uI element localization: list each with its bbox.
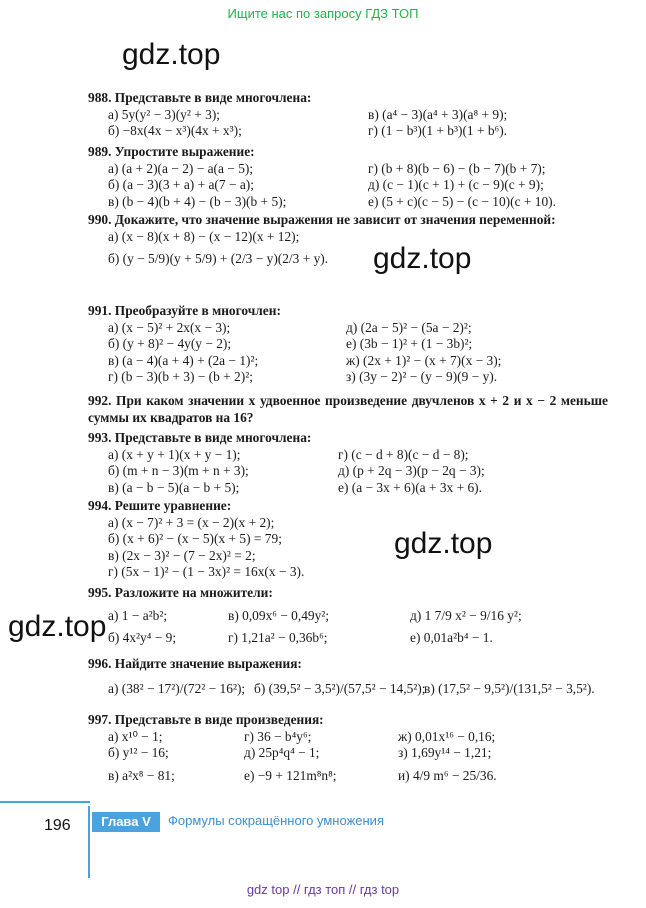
item: в) a²x⁸ − 81; [108,767,175,783]
footer-divider [0,801,90,803]
chapter-title: Формулы сокращённого умножения [168,813,384,828]
exercise-title: Упростите выражение: [114,144,255,159]
exercise-number: 988. [88,90,112,105]
exercise-992 [88,393,608,426]
exercise-title: Представьте в виде многочлена: [114,90,312,105]
exercise-993 [88,430,608,496]
item: г) (c − d + 8)(c − d − 8); [338,446,469,462]
exercise-title: Представьте в виде произведения: [114,712,324,727]
exercise-number: 994. [88,498,112,513]
item: в) 0,09x⁶ − 0,49y²; [228,607,330,623]
item: г) (5x − 1)² − (1 − 3x)² = 16x(x − 3). [108,564,305,579]
item: е) (a − 3x + 6)(a + 3x + 6). [338,479,482,495]
item: д) (p + 2q − 3)(p − 2q − 3); [338,463,485,478]
exercise-number: 990. [88,212,112,227]
exercise-title: Решите уравнение: [114,498,232,513]
item: д) 1 7/9 x² − 9/16 y²; [410,607,522,623]
item: г) (b − 3)(b + 3) − (b + 2)²; [108,369,253,384]
item: в) (b − 4)(b + 4) − (b − 3)(b + 5); [108,193,287,209]
item: д) (c − 1)(c + 1) + (c − 9)(c + 9); [368,177,544,192]
item: а) x¹⁰ − 1; [108,728,163,744]
chapter-label: Глава V [92,812,160,832]
item: б) (39,5² − 3,5²)/(57,5² − 14,5²); [254,680,426,696]
exercise-number: 989. [88,144,112,159]
watermark: gdz.top [8,610,107,643]
item: в) (a⁴ − 3)(a⁴ + 3)(a⁸ + 9); [368,106,508,122]
item: ж) (2x + 1)² − (x + 7)(x − 3); [346,352,502,368]
item: б) y¹² − 16; [108,745,169,760]
exercise-title: Преобразуйте в многочлен: [114,303,281,318]
item: а) (x − 8)(x + 8) − (x − 12)(x + 12); [108,228,300,244]
exercise-title: Докажите, что значение выражения не зависит от значения переменной: [114,212,556,227]
item: б) (m + n − 3)(m + n + 3); [108,463,249,478]
item: а) (x + y + 1)(x + y − 1); [108,446,241,462]
bottom-caption: gdz top // гдз топ // гдз top [246,882,400,897]
item: ж) 0,01x¹⁶ − 0,16; [398,728,496,744]
exercise-number: 997. [88,712,112,727]
exercise-title: При каком значении x удвоенное произведение двучленов x + 2 и x − 2 меньше суммы их квадратов на 16? [88,393,608,425]
page-number: 196 [44,817,71,834]
item: а) (38² − 17²)/(72² − 16²); [108,680,246,696]
exercise-number: 992. [88,393,112,408]
item: а) 5y(y² − 3)(y² + 3); [108,106,221,122]
item: з) 1,69y¹⁴ − 1,21; [398,745,492,760]
exercise-997 [88,712,608,790]
item: е) (5 + c)(c − 5) − (c − 10)(c + 10). [368,193,556,209]
exercise-994 [88,498,608,581]
exercise-990 [88,212,608,273]
item: г) 36 − b⁴y⁶; [244,728,312,744]
exercise-title: Разложите на множители: [114,585,273,600]
item: в) (17,5² − 9,5²)/(131,5² − 3,5²). [424,680,595,696]
item: г) (b + 8)(b − 6) − (b − 7)(b + 7); [368,160,546,176]
item: а) (x − 7)² + 3 = (x − 2)(x + 2); [108,514,275,530]
item: в) (2x − 3)² − (7 − 2x)² = 2; [108,547,256,563]
item: а) (x − 5)² + 2x(x − 3); [108,319,231,335]
exercise-996 [88,656,608,701]
item: е) 0,01a²b⁴ − 1. [410,629,493,645]
item: б) (x + 6)² − (x − 5)(x + 5) = 79; [108,531,282,546]
item: а) (a + 2)(a − 2) − a(a − 5); [108,160,254,176]
item: д) (2a − 5)² − (5a − 2)²; [346,319,472,335]
exercise-number: 993. [88,430,112,445]
top-banner: Ищите нас по запросу ГДЗ ТОП [227,6,419,21]
exercise-991 [88,303,608,386]
exercise-title: Представьте в виде многочлена: [114,430,312,445]
item: г) (1 − b³)(1 + b³)(1 + b⁶). [368,123,508,138]
item: и) 4/9 m⁶ − 25/36. [398,767,497,783]
exercise-title: Найдите значение выражения: [114,656,302,671]
item: з) (3y − 2)² − (y − 9)(9 − y). [346,369,498,384]
item: е) (3b − 1)² + (1 − 3b)²; [346,336,473,351]
item: в) (a − b − 5)(a − b + 5); [108,479,240,495]
exercise-988 [88,90,608,140]
exercise-number: 991. [88,303,112,318]
item: б) 4x²y⁴ − 9; [108,629,177,645]
exercise-number: 996. [88,656,112,671]
exercise-995 [88,585,608,646]
item: г) 1,21a² − 0,36b⁶; [228,629,328,645]
item: б) (a − 3)(3 + a) + a(7 − a); [108,177,254,192]
watermark: gdz.top [122,38,221,71]
item: б) (y − 5/9)(y + 5/9) + (2/3 − y)(2/3 + y). [108,251,329,266]
item: а) 1 − a²b²; [108,607,168,623]
item: б) −8x(4x − x³)(4x + x³); [108,123,242,138]
item: е) −9 + 121m⁸n⁸; [244,767,337,783]
footer-divider [88,806,90,878]
item: д) 25p⁴q⁴ − 1; [244,745,320,760]
watermark: gdz.top [394,527,493,560]
exercise-989 [88,144,608,210]
item: б) (y + 8)² − 4y(y − 2); [108,336,232,351]
watermark: gdz.top [373,242,472,275]
exercise-number: 995. [88,585,112,600]
item: в) (a − 4)(a + 4) + (2a − 1)²; [108,352,259,368]
